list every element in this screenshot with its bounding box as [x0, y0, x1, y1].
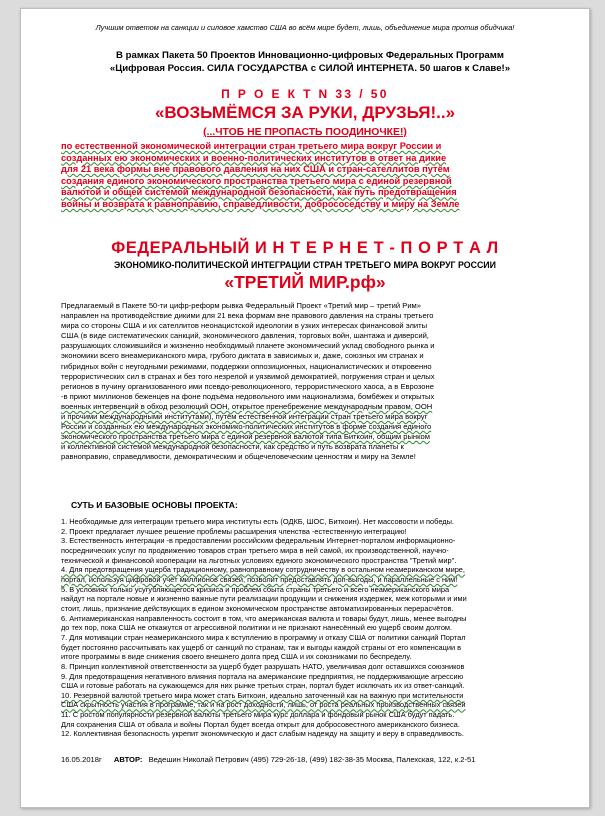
body-line: и прочими международными институтами), путём естественной интеграции стран третьего мира вокруг	[61, 412, 428, 422]
red-paragraph-line: создания единого экономического пространства третьего мира с единой резервной	[61, 175, 452, 186]
list-item: до тех пор, пока США не откажутся от агрессивной политики и не признают нанесённый ею ущерб своим долгом.	[61, 623, 453, 633]
body-line: экономического пространства третьего мира с единой резервной валютой типа Биткоин, общим рынком	[61, 432, 430, 442]
red-paragraph-line: для 21 века формы вне правового давления на них США и стран-сателлитов путём	[61, 164, 450, 175]
footer-date: 16.05.2018г	[61, 755, 102, 764]
list-item: 11. С ростом популярности резервной валюты третьего мира курс доллара и фондовый рынок США будут падать.	[61, 710, 455, 720]
list-item: 3. Естественность интеграции -в предоставлении российским федеральным Интернет-порталом информационно-	[61, 536, 456, 546]
body-line: направлен на противодействие дикими для 21 века формам вне правового давления на страны третьего	[61, 311, 434, 321]
list-item: найдут на портале новые и жизненно важные пути реализации продукции и снижения издержек, меж которыми и ими	[61, 594, 467, 604]
red-paragraph	[61, 141, 569, 211]
list-item: технической и финансовой кооперации на льготных условиях единого экономического пространства "Третий мир".	[61, 555, 457, 565]
list-item: 9. Для предотвращения негативного влияния портала на американские предприятия, не поддерживающие агрессию	[61, 671, 464, 681]
essence-heading: СУТЬ И БАЗОВЫЕ ОСНОВЫ ПРОЕКТА:	[71, 500, 238, 510]
intro-line-1: В рамках Пакета 50 Проектов Инновационно-цифровых Федеральных Программ	[116, 50, 504, 61]
body-line: регионов в пучину организованного ими псевдо-революционного, террористического хаоса, а в Еврозоне	[61, 381, 434, 391]
list-item: итоге программы в виде снижения своего внешнего долга пред США и их союзниками по беспределу.	[61, 652, 412, 662]
body-line: экономики всего внеамериканского мира, грубого диктата в зависимых и, даже, союзных им странах и	[61, 351, 424, 361]
body-paragraph	[61, 301, 575, 463]
document-page	[20, 8, 590, 808]
body-line: Предлагаемый в Пакете 50-ти цифр-реформ рывка Федеральный Проект «Третий мир – третий Рим»	[61, 301, 422, 310]
list-item: Для сохранения США от обвала и войны Портал будет всегда открыт для добросовестного американского бизнеса.	[61, 719, 460, 729]
body-line: равноправию, справедливости, демократическим и общечеловеческим ценностям и миру на Земле!	[61, 452, 416, 462]
red-paragraph-line: войны и возврата к равноправию, справедливости, добрососедству и миру на Земле	[61, 198, 460, 209]
portal-name: «ТРЕТИЙ МИР.рф»	[224, 272, 386, 292]
intro-block	[51, 49, 569, 75]
slogan-heading: «ВОЗЬМЁМСЯ ЗА РУКИ, ДРУЗЬЯ!..»	[154, 103, 456, 122]
list-item: 5. В условиях только усугубляющегося кризиса и проблем сбыта страны третьего и всего неамериканского мира	[61, 584, 450, 594]
list-item: США скрытность участия в программе, так и на рост доходности, лишь, от роста реальных производственных связей	[61, 700, 466, 710]
list-item: 8. Принцип коллективной ответственности за ущерб будет разрушать НАТО, увеличивая долг оставшихся союзников	[61, 661, 465, 671]
list-item: 12. Коллективная безопасность укрепит экономическую и даст слабым надежду на защиту и веру в справедливость.	[61, 729, 464, 739]
list-item: посреднических услуг по продвижению товаров стран третьего мира в ней самой, их производственной, научно-	[61, 545, 449, 555]
intro-line-2: «Цифровая Россия. СИЛА ГОСУДАРСТВА с СИЛОЙ ИНТЕРНЕТА. 50 шагов к Славе!»	[109, 63, 511, 74]
body-line: разрушающих сложившийся и жизненно необходимый планете экономический уклад свободного рынка и	[61, 341, 435, 351]
list-item: будет постоянно рассчитывать как ущерб от санкций по странам, так и выгоды каждой страны от его компенсации в	[61, 642, 462, 652]
body-line: -в приют миллионов беженцев на фоне подъёма недовольного ими национализма, бомбёжек и открытых	[61, 391, 435, 401]
red-paragraph-line: по естественной экономической интеграции стран третьего мира вокруг России и	[61, 141, 442, 151]
list-item: 7. Для мотивации стран неамериканского мира к вступлению в программу и отказу США от политики санкций Портал	[61, 632, 466, 642]
body-line: гибридных войн с неугодными режимами, поддержки оппозиционных, националистических и откровенно	[61, 361, 432, 371]
list-item: портал, используя цифровой учёт миллионов связей, позволит предоставлять доп-выгоды, и параллельные с ним!	[61, 574, 458, 584]
list-item: 2. Проект предлагает лучшее решение проблемы расширения членства -естественную интеграцию!	[61, 526, 407, 536]
list-item: 10. Резервной валютой третьего мира может стать Биткоин, идеально заточенный как на важную при мстительности	[61, 690, 464, 700]
footer-author-label: АВТОР:	[113, 755, 143, 764]
points-list	[61, 517, 577, 739]
list-item: США и готовые работать на сужающемся для них рынке третьих стран, портал будет исключать их из ответ-санкций.	[61, 681, 465, 691]
red-paragraph-line: созданных ею экономических и военно-политических институтов в ответ на дикие	[61, 152, 447, 163]
project-number: П Р О Е К Т N 33 / 50	[221, 87, 389, 101]
footer	[61, 755, 579, 764]
body-line: США (в виде систематических санкций, экономического давления, торговых войн, шантажа и диверсий,	[61, 331, 429, 341]
body-line: террористических сил в странах и без того незрелой и уязвимой демократией, погружения стран и целых	[61, 371, 435, 381]
list-item: 4. Для предотвращения ущерба традиционному, равноправному сотрудничеству в остальном неамериканском мире,	[61, 565, 465, 575]
body-line: России и созданных ею международных экономико-политических институтов в форме создания единого	[61, 422, 432, 432]
footer-author: Ведешин Николай Петрович (495) 729-26-18, (499) 182-38-35 Москва, Палехская, 122, к.2-51	[148, 755, 476, 764]
list-item: 6. Антиамериканская направленность состоит в том, что американская валюта и товары будут, лишь, менее выгодны	[61, 613, 467, 623]
list-item: стоит, лишь, признание действующих в едином экономическом пространстве автоматизированных перерасчётов.	[61, 603, 454, 613]
subslogan: (...ЧТОБ НЕ ПРОПАСТЬ ПООДИНОЧКЕ!)	[203, 127, 407, 138]
body-line: мира со стороны США и их сателлитов неонацистской идеологии в узких интересах финансовой элиты	[61, 321, 428, 331]
epigraph: Лучшим ответом на санкции и силовое хамство США во всём мире будет, лишь, объединение мира против обидчика!	[95, 23, 515, 32]
body-line: и коллективной системой международной безопасности, как средство и путь возврата планеты к	[61, 442, 404, 452]
list-item: 1. Необходимые для интеграции третьего мира институты есть (ОДКБ, ШОС, Биткоин). Нет массовости и победы.	[61, 517, 454, 526]
red-paragraph-line: валютой и общей системой международной безопасности, как путь предотвращения	[61, 187, 457, 198]
body-line: военных интервенций в обход резолюций ООН, открытое пренебрежение международным правом, ООН	[61, 401, 433, 411]
portal-title: ФЕДЕРАЛЬНЫЙ И Н Т Е Р Н Е Т - П О Р Т А Л	[111, 239, 499, 257]
portal-subtitle: ЭКОНОМИКО-ПОЛИТИЧЕСКОЙ ИНТЕГРАЦИИ СТРАН ТРЕТЬЕГО МИРА ВОКРУГ РОССИИ	[114, 260, 496, 270]
